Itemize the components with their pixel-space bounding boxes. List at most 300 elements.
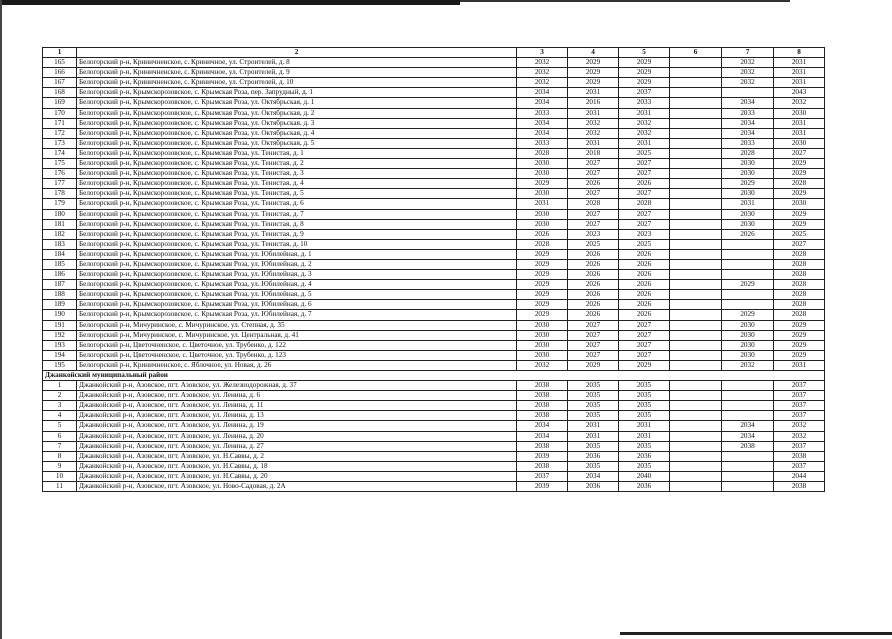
row-number: 170 bbox=[43, 108, 77, 118]
year-cell: 2030 bbox=[722, 340, 774, 350]
year-cell: 2030 bbox=[722, 219, 774, 229]
year-cell: 2029 bbox=[568, 360, 619, 370]
year-cell bbox=[722, 259, 774, 269]
row-number: 181 bbox=[43, 219, 77, 229]
header-cell: 6 bbox=[670, 48, 722, 58]
year-cell: 2029 bbox=[774, 159, 825, 169]
row-number: 168 bbox=[43, 88, 77, 98]
year-cell: 2023 bbox=[568, 229, 619, 239]
year-cell bbox=[670, 138, 722, 148]
table-row bbox=[43, 421, 825, 431]
year-cell: 2035 bbox=[619, 391, 670, 401]
year-cell: 2030 bbox=[517, 219, 568, 229]
year-cell: 2029 bbox=[774, 169, 825, 179]
address-cell: Белогорский р-н, Крымскорозовское, с. Крымская Роза, ул. Тенистая, д. 9 bbox=[77, 229, 517, 239]
table-row bbox=[43, 128, 825, 138]
year-cell: 2029 bbox=[517, 310, 568, 320]
year-cell: 2030 bbox=[722, 209, 774, 219]
year-cell: 2037 bbox=[774, 441, 825, 451]
address-cell: Белогорский р-н, Криничненское, с. Криничное, ул. Строителей, д. 8 bbox=[77, 58, 517, 68]
year-cell: 2032 bbox=[774, 431, 825, 441]
address-cell: Белогорский р-н, Крымскорозовское, с. Крымская Роза, пер. Запрудный, д. 1 bbox=[77, 88, 517, 98]
address-cell: Белогорский р-н, Крымскорозовское, с. Крымская Роза, ул. Октябрьская, д. 1 bbox=[77, 98, 517, 108]
table-row bbox=[43, 229, 825, 239]
row-number: 165 bbox=[43, 58, 77, 68]
year-cell: 2030 bbox=[722, 159, 774, 169]
row-number: 195 bbox=[43, 360, 77, 370]
table-row bbox=[43, 148, 825, 158]
year-cell bbox=[670, 280, 722, 290]
table-row bbox=[43, 249, 825, 259]
year-cell: 2031 bbox=[619, 421, 670, 431]
address-cell: Джанкойский р-н, Азовское, пгт. Азовское, ул. Н.Саввы, д. 18 bbox=[77, 461, 517, 471]
year-cell bbox=[670, 391, 722, 401]
year-cell: 2034 bbox=[517, 421, 568, 431]
year-cell bbox=[670, 411, 722, 421]
year-cell: 2026 bbox=[568, 259, 619, 269]
year-cell: 2030 bbox=[517, 350, 568, 360]
year-cell: 2031 bbox=[774, 118, 825, 128]
year-cell: 2031 bbox=[774, 128, 825, 138]
year-cell bbox=[670, 118, 722, 128]
year-cell: 2027 bbox=[774, 148, 825, 158]
year-cell bbox=[670, 482, 722, 492]
address-cell: Джанкойский р-н, Азовское, пгт. Азовское, ул. Ново-Садовая, д. 2А bbox=[77, 482, 517, 492]
address-cell: Белогорский р-н, Крымскорозовское, с. Крымская Роза, ул. Тенистая, д. 8 bbox=[77, 219, 517, 229]
year-cell bbox=[722, 471, 774, 481]
year-cell bbox=[670, 179, 722, 189]
year-cell bbox=[722, 88, 774, 98]
row-number: 6 bbox=[43, 431, 77, 441]
year-cell: 2031 bbox=[619, 431, 670, 441]
year-cell bbox=[670, 340, 722, 350]
table-row bbox=[43, 451, 825, 461]
year-cell: 2026 bbox=[619, 249, 670, 259]
row-number: 184 bbox=[43, 249, 77, 259]
address-cell: Белогорский р-н, Крымскорозовское, с. Крымская Роза, ул. Юбилейная, д. 4 bbox=[77, 280, 517, 290]
section-row bbox=[43, 371, 825, 381]
year-cell: 2031 bbox=[722, 199, 774, 209]
year-cell bbox=[670, 300, 722, 310]
table-row bbox=[43, 310, 825, 320]
row-number: 189 bbox=[43, 300, 77, 310]
table-row bbox=[43, 431, 825, 441]
year-cell: 2028 bbox=[619, 199, 670, 209]
year-cell: 2027 bbox=[619, 189, 670, 199]
year-cell bbox=[670, 108, 722, 118]
year-cell: 2030 bbox=[722, 320, 774, 330]
year-cell: 2030 bbox=[774, 108, 825, 118]
year-cell: 2034 bbox=[568, 471, 619, 481]
row-number: 11 bbox=[43, 482, 77, 492]
year-cell: 2027 bbox=[568, 219, 619, 229]
year-cell: 2028 bbox=[517, 239, 568, 249]
year-cell: 2031 bbox=[517, 199, 568, 209]
year-cell: 2027 bbox=[568, 159, 619, 169]
year-cell: 2031 bbox=[774, 68, 825, 78]
row-number: 10 bbox=[43, 471, 77, 481]
year-cell: 2028 bbox=[568, 199, 619, 209]
year-cell bbox=[722, 391, 774, 401]
address-cell: Белогорский р-н, Крымскорозовское, с. Крымская Роза, ул. Юбилейная, д. 7 bbox=[77, 310, 517, 320]
year-cell: 2029 bbox=[722, 310, 774, 320]
scan-dark-bar bbox=[0, 0, 460, 5]
table-row bbox=[43, 401, 825, 411]
address-cell: Белогорский р-н, Криничненское, с. Криничное, ул. Строителей, д. 9 bbox=[77, 68, 517, 78]
year-cell: 2023 bbox=[619, 229, 670, 239]
header-cell: 3 bbox=[517, 48, 568, 58]
year-cell: 2032 bbox=[619, 118, 670, 128]
year-cell: 2029 bbox=[619, 68, 670, 78]
year-cell: 2028 bbox=[774, 300, 825, 310]
year-cell: 2029 bbox=[722, 179, 774, 189]
table-row bbox=[43, 381, 825, 391]
table-row bbox=[43, 78, 825, 88]
address-cell: Джанкойский р-н, Азовское, пгт. Азовское, ул. Ленина, д. 27 bbox=[77, 441, 517, 451]
row-number: 191 bbox=[43, 320, 77, 330]
year-cell bbox=[722, 401, 774, 411]
year-cell: 2037 bbox=[517, 471, 568, 481]
table-row bbox=[43, 270, 825, 280]
year-cell: 2035 bbox=[568, 401, 619, 411]
row-number: 173 bbox=[43, 138, 77, 148]
table-row bbox=[43, 290, 825, 300]
year-cell: 2027 bbox=[619, 209, 670, 219]
row-number: 167 bbox=[43, 78, 77, 88]
year-cell: 2029 bbox=[774, 189, 825, 199]
year-cell: 2031 bbox=[568, 421, 619, 431]
year-cell bbox=[670, 219, 722, 229]
year-cell bbox=[722, 290, 774, 300]
table-row bbox=[43, 461, 825, 471]
year-cell: 2035 bbox=[619, 441, 670, 451]
year-cell: 2026 bbox=[568, 310, 619, 320]
year-cell: 2034 bbox=[517, 98, 568, 108]
year-cell: 2038 bbox=[517, 391, 568, 401]
header-row bbox=[43, 48, 825, 58]
year-cell: 2027 bbox=[774, 239, 825, 249]
year-cell: 2032 bbox=[774, 98, 825, 108]
year-cell: 2030 bbox=[517, 340, 568, 350]
year-cell: 2018 bbox=[568, 148, 619, 158]
year-cell: 2036 bbox=[619, 451, 670, 461]
year-cell: 2025 bbox=[774, 229, 825, 239]
year-cell: 2035 bbox=[568, 441, 619, 451]
year-cell: 2028 bbox=[774, 179, 825, 189]
scan-bottom-edge bbox=[620, 632, 892, 635]
year-cell: 2030 bbox=[774, 199, 825, 209]
row-number: 175 bbox=[43, 159, 77, 169]
row-number: 183 bbox=[43, 239, 77, 249]
table-row bbox=[43, 280, 825, 290]
year-cell bbox=[670, 199, 722, 209]
year-cell: 2035 bbox=[568, 461, 619, 471]
year-cell: 2029 bbox=[568, 58, 619, 68]
year-cell: 2029 bbox=[517, 179, 568, 189]
year-cell: 2038 bbox=[774, 482, 825, 492]
table-row bbox=[43, 320, 825, 330]
row-number: 178 bbox=[43, 189, 77, 199]
table-row bbox=[43, 159, 825, 169]
year-cell: 2027 bbox=[619, 330, 670, 340]
year-cell bbox=[670, 229, 722, 239]
address-cell: Белогорский р-н, Крымскорозовское, с. Крымская Роза, ул. Юбилейная, д. 6 bbox=[77, 300, 517, 310]
row-number: 193 bbox=[43, 340, 77, 350]
year-cell: 2029 bbox=[517, 249, 568, 259]
year-cell: 2035 bbox=[619, 411, 670, 421]
year-cell: 2032 bbox=[774, 421, 825, 431]
year-cell: 2036 bbox=[568, 451, 619, 461]
row-number: 194 bbox=[43, 350, 77, 360]
row-number: 1 bbox=[43, 381, 77, 391]
year-cell bbox=[722, 451, 774, 461]
year-cell: 2030 bbox=[517, 320, 568, 330]
table-row bbox=[43, 68, 825, 78]
header-cell: 2 bbox=[77, 48, 517, 58]
year-cell bbox=[722, 270, 774, 280]
year-cell: 2031 bbox=[619, 108, 670, 118]
year-cell: 2027 bbox=[619, 219, 670, 229]
year-cell bbox=[670, 98, 722, 108]
table-row bbox=[43, 58, 825, 68]
year-cell: 2031 bbox=[568, 431, 619, 441]
year-cell bbox=[670, 128, 722, 138]
table-row bbox=[43, 108, 825, 118]
address-cell: Белогорский р-н, Крымскорозовское, с. Крымская Роза, ул. Тенистая, д. 1 bbox=[77, 148, 517, 158]
year-cell: 2028 bbox=[774, 270, 825, 280]
year-cell: 2029 bbox=[619, 58, 670, 68]
year-cell: 2026 bbox=[517, 229, 568, 239]
year-cell: 2029 bbox=[722, 280, 774, 290]
year-cell: 2035 bbox=[568, 381, 619, 391]
year-cell: 2035 bbox=[619, 381, 670, 391]
year-cell bbox=[670, 148, 722, 158]
year-cell bbox=[670, 330, 722, 340]
header-cell: 8 bbox=[774, 48, 825, 58]
year-cell: 2016 bbox=[568, 98, 619, 108]
year-cell: 2031 bbox=[568, 108, 619, 118]
row-number: 3 bbox=[43, 401, 77, 411]
year-cell: 2034 bbox=[517, 128, 568, 138]
address-cell: Белогорский р-н, Крымскорозовское, с. Крымская Роза, ул. Тенистая, д. 7 bbox=[77, 209, 517, 219]
year-cell bbox=[722, 461, 774, 471]
year-cell: 2034 bbox=[517, 431, 568, 441]
year-cell bbox=[722, 239, 774, 249]
year-cell: 2038 bbox=[722, 441, 774, 451]
year-cell: 2028 bbox=[774, 310, 825, 320]
address-cell: Джанкойский р-н, Азовское, пгт. Азовское, ул. Ленина, д. 6 bbox=[77, 391, 517, 401]
year-cell: 2032 bbox=[722, 68, 774, 78]
address-cell: Белогорский р-н, Цветочненское, с. Цветочное, ул. Трубенко, д. 122 bbox=[77, 340, 517, 350]
address-cell: Джанкойский р-н, Азовское, пгт. Азовское, ул. Ленина, д. 20 bbox=[77, 431, 517, 441]
year-cell: 2028 bbox=[517, 148, 568, 158]
table-row bbox=[43, 411, 825, 421]
row-number: 2 bbox=[43, 391, 77, 401]
year-cell: 2026 bbox=[568, 179, 619, 189]
year-cell bbox=[670, 78, 722, 88]
year-cell: 2029 bbox=[517, 300, 568, 310]
year-cell: 2027 bbox=[568, 330, 619, 340]
table-row bbox=[43, 118, 825, 128]
year-cell: 2035 bbox=[568, 411, 619, 421]
year-cell: 2029 bbox=[774, 340, 825, 350]
address-cell: Белогорский р-н, Крымскорозовское, с. Крымская Роза, ул. Юбилейная, д. 5 bbox=[77, 290, 517, 300]
year-cell: 2033 bbox=[517, 108, 568, 118]
row-number: 177 bbox=[43, 179, 77, 189]
address-cell: Белогорский р-н, Крымскорозовское, с. Крымская Роза, ул. Октябрьская, д. 3 bbox=[77, 118, 517, 128]
header-cell: 7 bbox=[722, 48, 774, 58]
year-cell: 2030 bbox=[722, 189, 774, 199]
year-cell: 2028 bbox=[774, 259, 825, 269]
year-cell: 2037 bbox=[774, 411, 825, 421]
address-cell: Белогорский р-н, Крымскорозовское, с. Крымская Роза, ул. Тенистая, д. 6 bbox=[77, 199, 517, 209]
year-cell bbox=[670, 451, 722, 461]
table-row bbox=[43, 189, 825, 199]
year-cell: 2029 bbox=[517, 259, 568, 269]
year-cell: 2037 bbox=[619, 88, 670, 98]
address-cell: Джанкойский р-н, Азовское, пгт. Азовское, ул. Железнодорожная, д. 37 bbox=[77, 381, 517, 391]
year-cell: 2037 bbox=[774, 461, 825, 471]
year-cell bbox=[670, 360, 722, 370]
year-cell: 2029 bbox=[774, 350, 825, 360]
year-cell: 2036 bbox=[619, 482, 670, 492]
address-cell: Белогорский р-н, Криничненское, с. Яблочное, ул. Новая, д. 26 bbox=[77, 360, 517, 370]
year-cell: 2026 bbox=[568, 270, 619, 280]
year-cell: 2039 bbox=[517, 482, 568, 492]
address-cell: Белогорский р-н, Крымскорозовское, с. Крымская Роза, ул. Октябрьская, д. 4 bbox=[77, 128, 517, 138]
table-row bbox=[43, 441, 825, 451]
year-cell: 2038 bbox=[517, 461, 568, 471]
year-cell bbox=[670, 320, 722, 330]
year-cell: 2032 bbox=[619, 128, 670, 138]
year-cell: 2033 bbox=[619, 98, 670, 108]
year-cell: 2029 bbox=[517, 290, 568, 300]
year-cell: 2034 bbox=[517, 118, 568, 128]
year-cell bbox=[670, 259, 722, 269]
year-cell: 2043 bbox=[774, 88, 825, 98]
address-cell: Джанкойский р-н, Азовское, пгт. Азовское, ул. Н.Саввы, д. 20 bbox=[77, 471, 517, 481]
table-row bbox=[43, 340, 825, 350]
year-cell bbox=[722, 381, 774, 391]
year-cell: 2027 bbox=[619, 320, 670, 330]
year-cell: 2025 bbox=[568, 239, 619, 249]
year-cell: 2029 bbox=[774, 320, 825, 330]
year-cell: 2035 bbox=[568, 391, 619, 401]
address-cell: Белогорский р-н, Мичуринское, с. Мичуринское, ул. Центральная, д. 41 bbox=[77, 330, 517, 340]
year-cell: 2033 bbox=[722, 138, 774, 148]
year-cell: 2036 bbox=[568, 482, 619, 492]
year-cell bbox=[670, 169, 722, 179]
year-cell bbox=[670, 58, 722, 68]
section-title: Джанкойский муниципальный район bbox=[43, 371, 825, 381]
table-row bbox=[43, 259, 825, 269]
year-cell: 2026 bbox=[568, 249, 619, 259]
year-cell bbox=[670, 189, 722, 199]
year-cell: 2030 bbox=[517, 189, 568, 199]
year-cell: 2026 bbox=[619, 280, 670, 290]
row-number: 174 bbox=[43, 148, 77, 158]
year-cell: 2031 bbox=[619, 138, 670, 148]
year-cell: 2030 bbox=[517, 159, 568, 169]
year-cell: 2039 bbox=[517, 451, 568, 461]
year-cell: 2032 bbox=[722, 58, 774, 68]
year-cell: 2028 bbox=[774, 280, 825, 290]
table-row bbox=[43, 471, 825, 481]
table-row bbox=[43, 482, 825, 492]
year-cell: 2030 bbox=[517, 330, 568, 340]
year-cell: 2031 bbox=[568, 138, 619, 148]
year-cell: 2035 bbox=[619, 401, 670, 411]
year-cell bbox=[722, 249, 774, 259]
table-row bbox=[43, 179, 825, 189]
year-cell: 2027 bbox=[619, 350, 670, 360]
year-cell: 2026 bbox=[619, 259, 670, 269]
row-number: 187 bbox=[43, 280, 77, 290]
year-cell bbox=[670, 290, 722, 300]
year-cell: 2035 bbox=[619, 461, 670, 471]
year-cell bbox=[670, 350, 722, 360]
year-cell: 2030 bbox=[517, 169, 568, 179]
address-cell: Белогорский р-н, Крымскорозовское, с. Крымская Роза, ул. Юбилейная, д. 2 bbox=[77, 259, 517, 269]
address-cell: Белогорский р-н, Крымскорозовское, с. Крымская Роза, ул. Юбилейная, д. 3 bbox=[77, 270, 517, 280]
year-cell: 2031 bbox=[774, 360, 825, 370]
year-cell: 2027 bbox=[619, 159, 670, 169]
year-cell: 2026 bbox=[619, 290, 670, 300]
year-cell: 2030 bbox=[722, 350, 774, 360]
year-cell: 2032 bbox=[568, 128, 619, 138]
housing-schedule-table bbox=[42, 47, 825, 492]
year-cell: 2032 bbox=[722, 360, 774, 370]
header-cell: 5 bbox=[619, 48, 670, 58]
year-cell: 2037 bbox=[774, 391, 825, 401]
year-cell: 2027 bbox=[619, 340, 670, 350]
year-cell: 2031 bbox=[774, 58, 825, 68]
year-cell: 2038 bbox=[517, 381, 568, 391]
table-row bbox=[43, 98, 825, 108]
row-number: 4 bbox=[43, 411, 77, 421]
table-row bbox=[43, 330, 825, 340]
year-cell: 2028 bbox=[722, 148, 774, 158]
address-cell: Джанкойский р-н, Азовское, пгт. Азовское, ул. Ленина, д. 13 bbox=[77, 411, 517, 421]
header-cell: 1 bbox=[43, 48, 77, 58]
year-cell: 2027 bbox=[568, 209, 619, 219]
year-cell bbox=[722, 482, 774, 492]
year-cell: 2029 bbox=[619, 360, 670, 370]
year-cell: 2032 bbox=[568, 118, 619, 128]
year-cell bbox=[670, 310, 722, 320]
year-cell: 2026 bbox=[619, 310, 670, 320]
year-cell: 2027 bbox=[568, 340, 619, 350]
year-cell: 2034 bbox=[517, 88, 568, 98]
row-number: 179 bbox=[43, 199, 77, 209]
year-cell: 2025 bbox=[619, 239, 670, 249]
year-cell bbox=[670, 159, 722, 169]
address-cell: Белогорский р-н, Крымскорозовское, с. Крымская Роза, ул. Юбилейная, д. 1 bbox=[77, 249, 517, 259]
year-cell: 2030 bbox=[774, 138, 825, 148]
year-cell bbox=[722, 300, 774, 310]
year-cell bbox=[670, 401, 722, 411]
year-cell: 2029 bbox=[619, 78, 670, 88]
row-number: 9 bbox=[43, 461, 77, 471]
address-cell: Белогорский р-н, Крымскорозовское, с. Крымская Роза, ул. Октябрьская, д. 2 bbox=[77, 108, 517, 118]
table-row bbox=[43, 209, 825, 219]
year-cell: 2029 bbox=[568, 78, 619, 88]
address-cell: Джанкойский р-н, Азовское, пгт. Азовское, ул. Н.Саввы, д. 2 bbox=[77, 451, 517, 461]
year-cell: 2033 bbox=[722, 108, 774, 118]
row-number: 190 bbox=[43, 310, 77, 320]
year-cell bbox=[670, 461, 722, 471]
year-cell: 2029 bbox=[774, 330, 825, 340]
